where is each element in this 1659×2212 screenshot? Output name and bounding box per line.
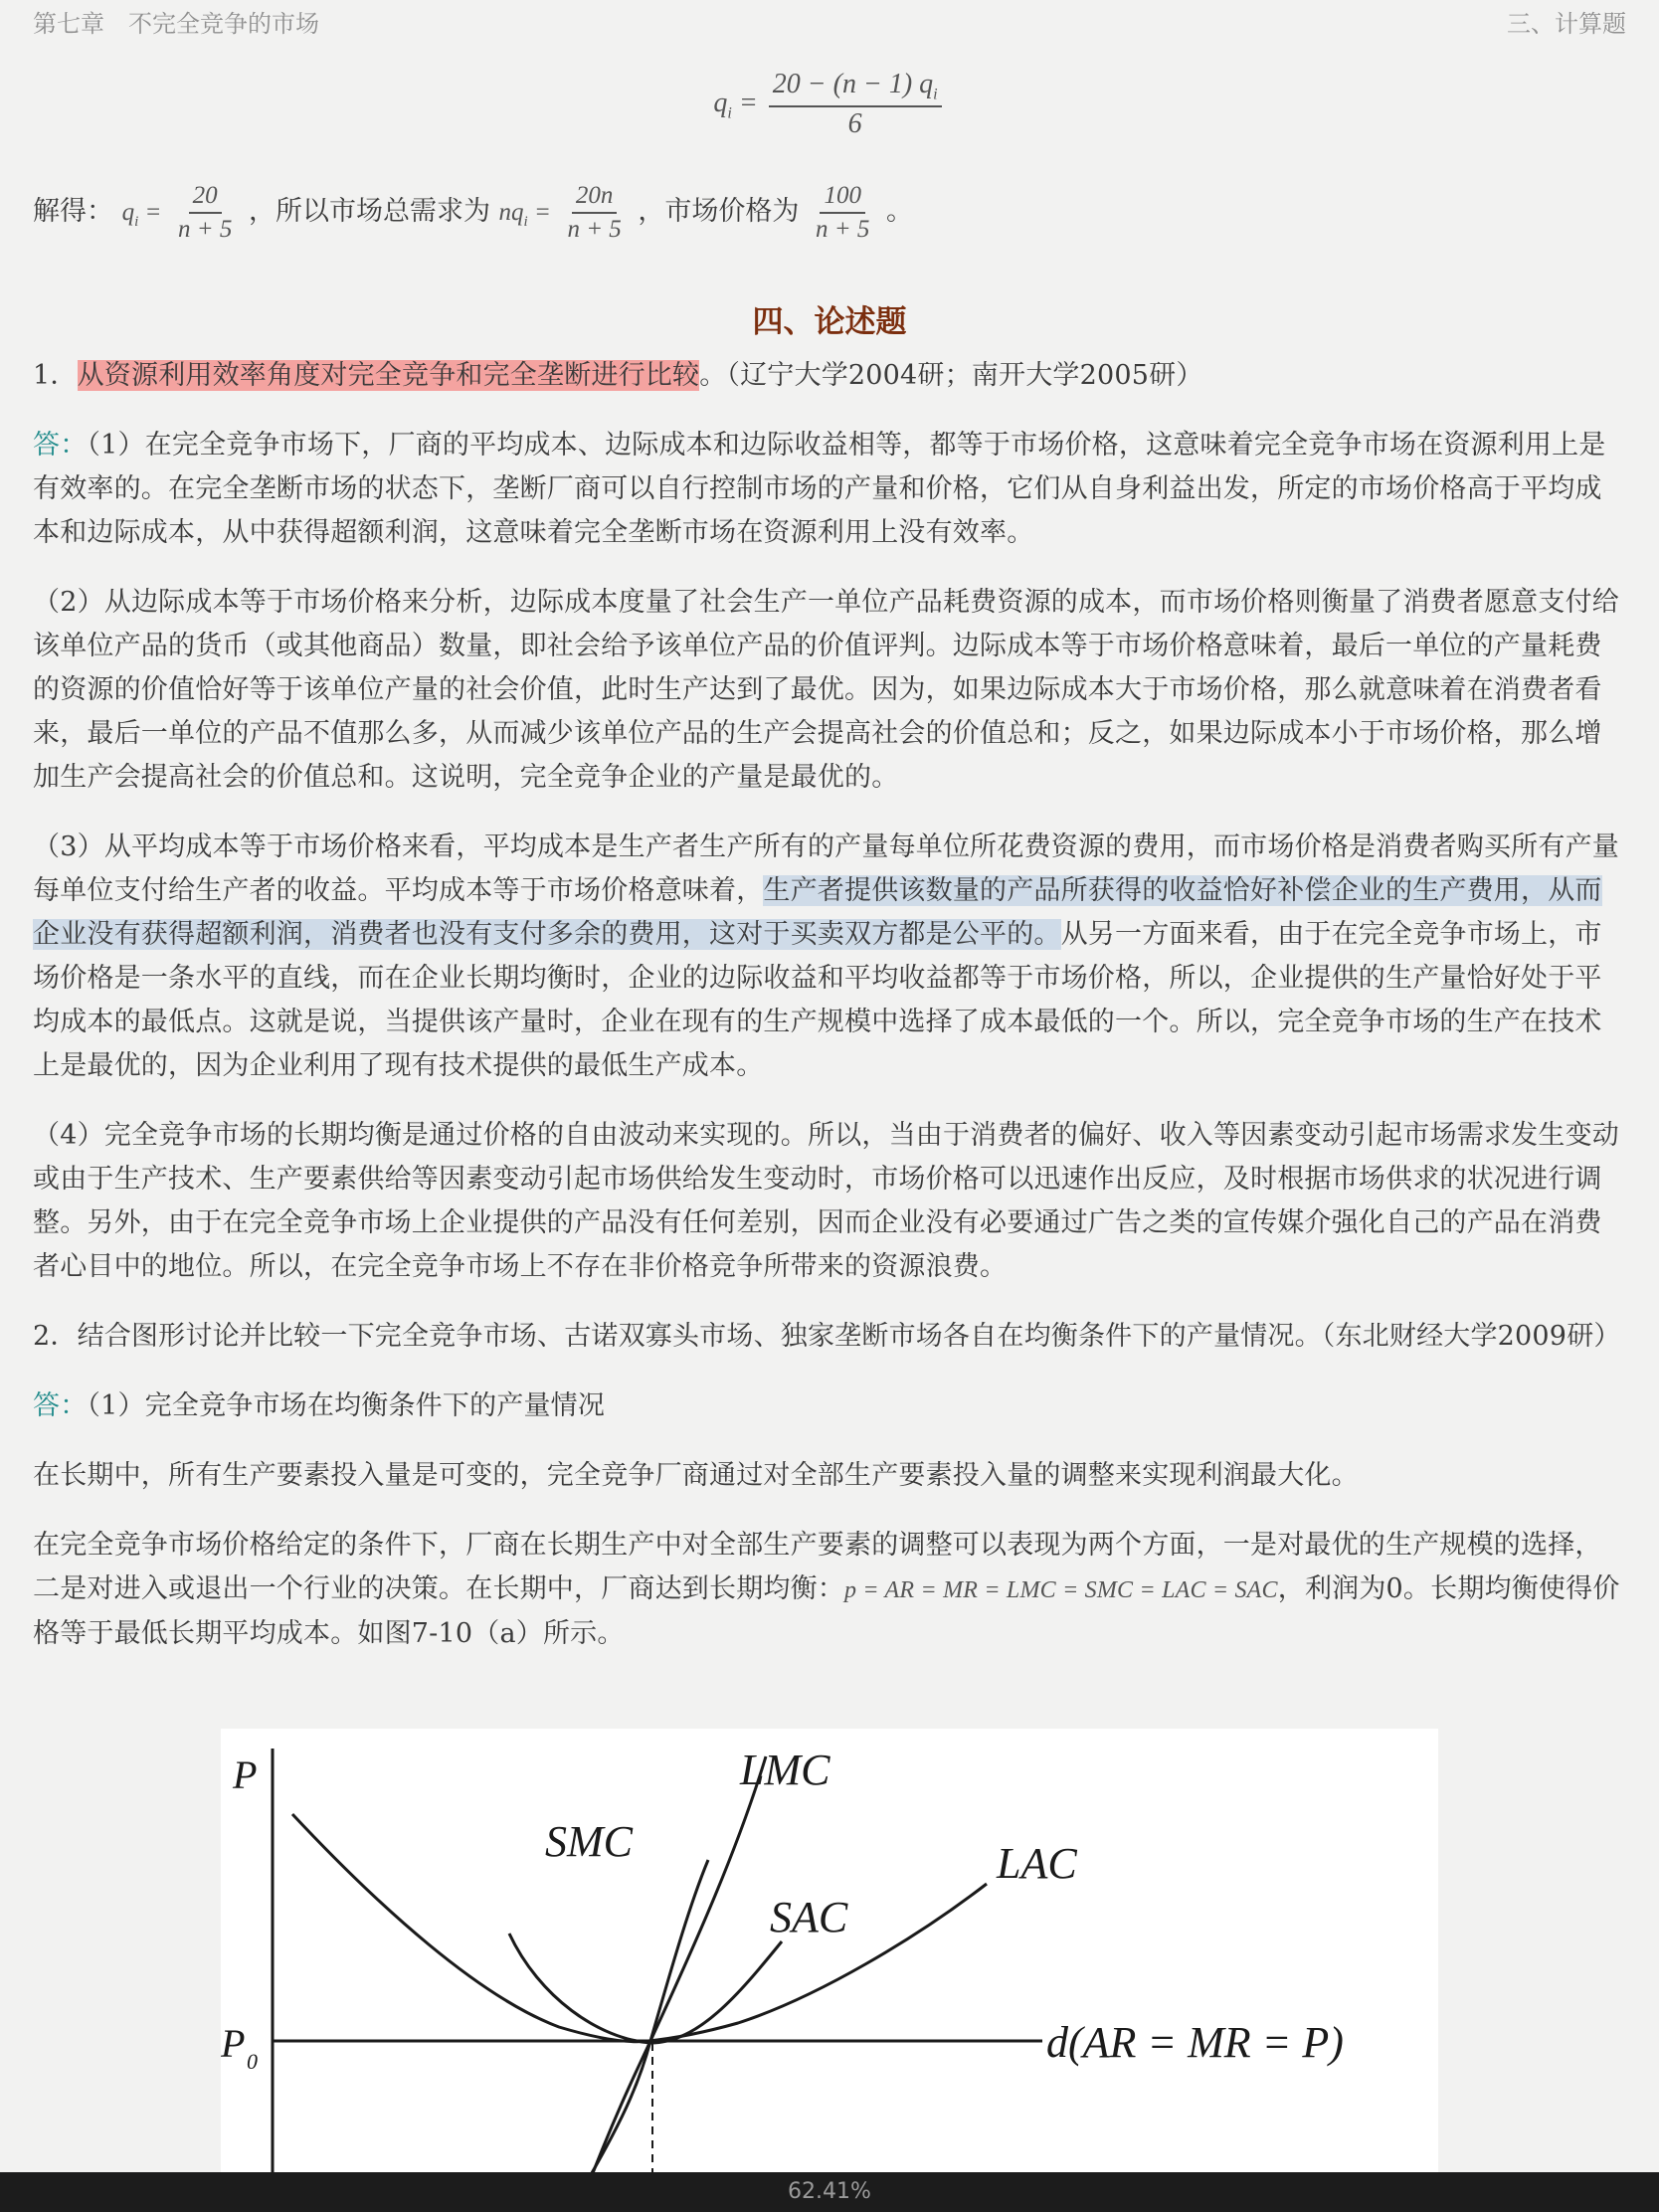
- document-body: [33, 354, 1620, 1682]
- q-fraction: $\frac{20}{n + 5}$: [177, 182, 233, 243]
- answer-2-paragraph-2: 在长期中，所有生产要素投入量是可变的，完全竞争厂商通过对全部生产要素投入量的调整来实现利润最大化。: [33, 1460, 1359, 1491]
- answer-1-paragraph-2: （2）从边际成本等于市场价格来分析，边际成本度量了社会生产一单位产品耗费资源的成本，而市场价格则衡量了消费者愿意支付给该单位产品的货币（或其他商品）数量，即社会给予该单位产品的价值评判。边际成本等于市场价格意味着，最后一单位的产量耗费的资源的价值恰好等于该单位产量的社会价值，此时生产达到了最优。因为，如果边际成本大于市场价格，那么就意味着在消费者看来，最后一单位的产品不值那么多，从而减少该单位产品的生产会提高社会的价值总和；反之，如果边际成本小于市场价格，那么增加生产会提高社会的价值总和。这说明，完全竞争企业的产量是最优的。: [33, 587, 1619, 793]
- smc-label: SMC: [545, 1817, 633, 1866]
- equilibrium-equation: p = AR = MR = LMC = SMC = LAC = SAC: [844, 1577, 1278, 1603]
- sac-label: SAC: [770, 1893, 848, 1941]
- question-1: 1．从资源利用效率角度对完全竞争和完全垄断进行比较。（辽宁大学2004研；南开大学2005研）: [33, 360, 1203, 391]
- answer-2-paragraph-3: 在完全竞争市场价格给定的条件下，厂商在长期生产中对全部生产要素的调整可以表现为两个方面，一是对最优的生产规模的选择，二是对进入或退出一个行业的决策。在长期中，厂商达到长期均衡：p = AR = MR = LMC = SMC = LAC = SAC，利润为0。长期均衡使得价格等于最低长期平均成本。如图7-10（a）所示。: [33, 1530, 1620, 1649]
- solution-mid: ，所以市场总需求为: [248, 196, 490, 227]
- eq-sign: =: [738, 87, 758, 118]
- q-equation: $q_i$ =: [121, 199, 162, 230]
- chapter-title: 第七章 不完全竞争的市场: [33, 10, 319, 38]
- reading-progress: 62.41%: [788, 2179, 871, 2204]
- question-1-highlight[interactable]: 从资源利用效率角度对完全竞争和完全垄断进行比较: [77, 360, 700, 391]
- question-2: 2．结合图形讨论并比较一下完全竞争市场、古诺双寡头市场、独家垄断市场各自在均衡条件下的产量情况。（东北财经大学2009研）: [33, 1321, 1621, 1352]
- top-equation: [0, 70, 1659, 140]
- eq-fraction: $\frac{20 - (n - 1) q_i}{6}$: [769, 70, 942, 140]
- nq-fraction: $\frac{20n}{n + 5}$: [567, 182, 622, 243]
- lac-curve: [292, 1814, 987, 2042]
- section-title: 四、论述题: [752, 304, 907, 340]
- answer-1-paragraph-3: （3）从平均成本等于市场价格来看，平均成本是生产者生产所有的产量每单位所花费资源的费用，而市场价格是消费者购买所有产量每单位支付给生产者的收益。平均成本等于市场价格意味着，生产者提供该数量的产品所获得的收益恰好补偿企业的生产费用，从而企业没有获得超额利润，消费者也没有支付多余的费用，这对于买卖双方都是公平的。从另一方面来看，由于在完全竞争市场上，市场价格是一条水平的直线，而在企业长期均衡时，企业的边际收益和平均收益都等于市场价格，所以，企业提供的生产量恰好处于平均成本的最低点。这就是说，当提供该产量时，企业在现有的生产规模中选择了成本最低的一个。所以，完全竞争市场的生产在技术上是最优的，因为企业利用了现有技术提供的最低生产成本。: [33, 831, 1619, 1081]
- solution-line: 解得： $q_i$ = $\frac{20}{n + 5}$ ，所以市场总需求为 $nq_i$ = $\frac{20n}{n + 5}$ ，市场价格为 $\frac{100}{n + 5}$ 。: [33, 182, 913, 243]
- answer-label: 答：: [33, 1390, 88, 1421]
- lac-label: LAC: [997, 1839, 1077, 1888]
- answer-1-paragraph-4: （4）完全竞争市场的长期均衡是通过价格的自由波动来实现的。所以，当由于消费者的偏好、收入等因素变动引起市场需求发生变动或由于生产技术、生产要素供给等因素变动引起市场供给发生变动时，市场价格可以迅速作出反应，及时根据市场供求的状况进行调整。另外，由于在完全竞争市场上企业提供的产品没有任何差别，因而企业没有必要通过广告之类的宣传媒介强化自己的产品在消费者心目中的地位。所以，在完全竞争市场上不存在非价格竞争所带来的资源浪费。: [33, 1120, 1619, 1282]
- answer-label: 答：: [33, 430, 88, 461]
- reading-progress-bar: [0, 2172, 1659, 2212]
- y-axis-label: P: [233, 1752, 258, 1797]
- smc-curve: [589, 1860, 708, 2178]
- solution-lead: 解得：: [33, 196, 113, 227]
- page-header: [0, 0, 1659, 40]
- sac-curve: [509, 1934, 782, 2043]
- solution-mid2: ，市场价格为: [638, 196, 800, 227]
- eq-lhs: $q_i$: [713, 87, 732, 122]
- price-fraction: $\frac{100}{n + 5}$: [816, 182, 870, 243]
- answer-1-paragraph-1: 答：（1）在完全竞争市场下，厂商的平均成本、边际成本和边际收益相等，都等于市场价格，这意味着完全竞争市场在资源利用上是有效率的。在完全垄断市场的状态下，垄断厂商可以自行控制市场的产量和价格，它们从自身利益出发，所定的市场价格高于平均成本和边际成本，从中获得超额利润，这意味着完全垄断市场在资源利用上没有效率。: [33, 430, 1606, 548]
- nq-equation: $nq_i$ =: [498, 199, 551, 230]
- figure-7-10a: [221, 1729, 1438, 2178]
- section-indicator: 三、计算题: [1507, 10, 1626, 38]
- selected-text-highlight[interactable]: 生产者提供该数量的产品所获得的收益恰好补偿企业的生产费用，从而企业没有获得超额利润，消费者也没有支付多余的费用，这对于买卖双方都是公平的。: [33, 875, 1602, 950]
- lmc-label: LMC: [740, 1746, 830, 1794]
- cost-curves-diagram: [221, 1729, 1438, 2178]
- answer-2-paragraph-1: 答：（1）完全竞争市场在均衡条件下的产量情况: [33, 1390, 606, 1421]
- demand-label: d(AR = MR = P): [1046, 2018, 1344, 2067]
- p0-subscript: 0: [247, 2049, 258, 2074]
- p0-label: P: [221, 2021, 246, 2066]
